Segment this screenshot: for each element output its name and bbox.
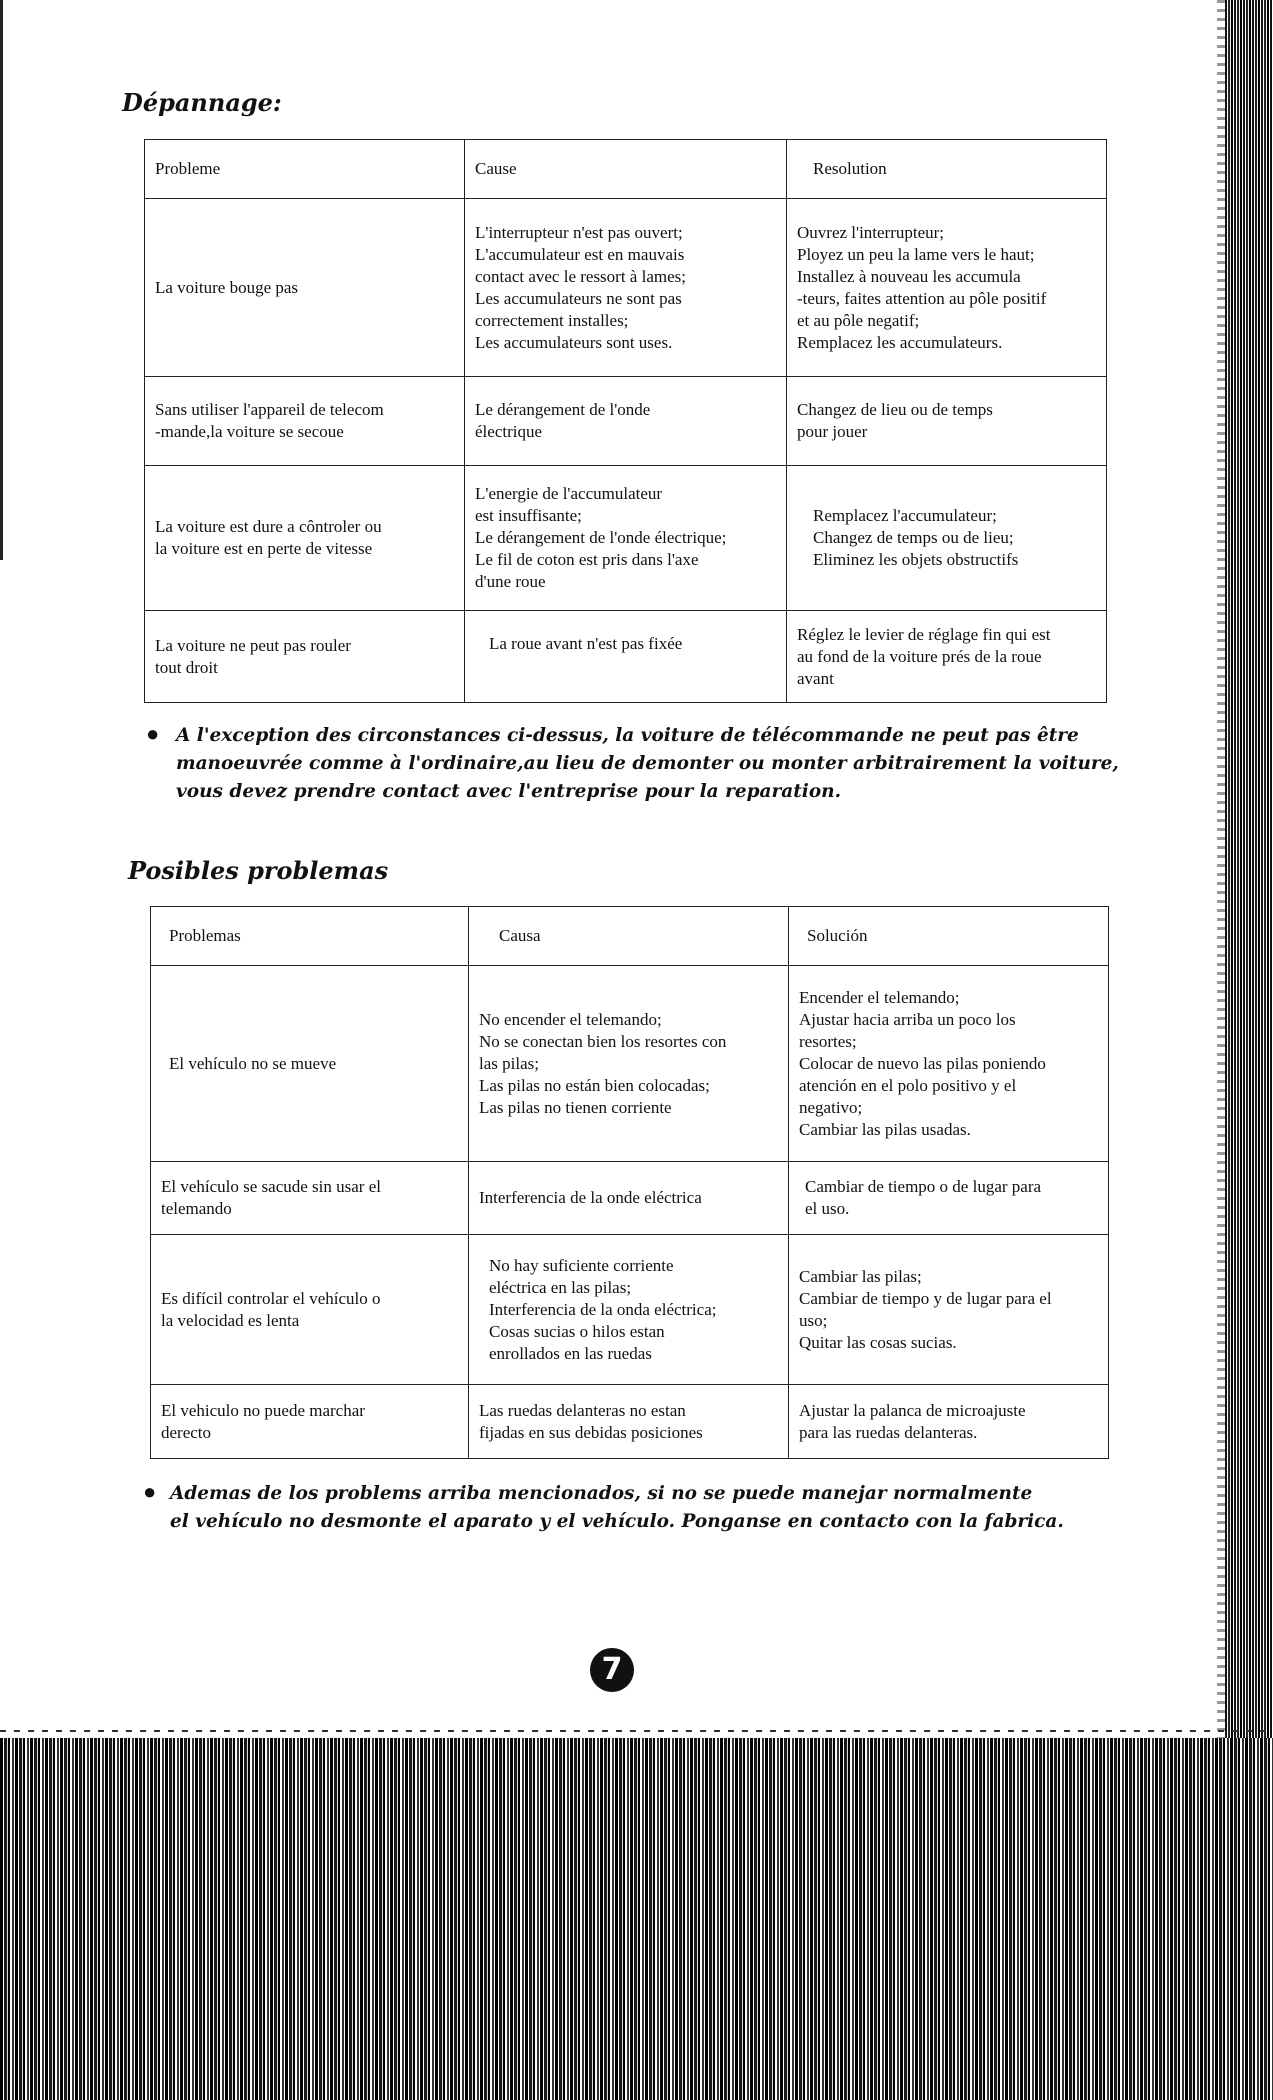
resolution-cell: Ouvrez l'interrupteur; Ployez un peu la lame vers le haut; Installez à nouveau les accumula -teurs, faites attention au pôle positif et au pôle negatif; Remplacez les accumulateurs. bbox=[797, 222, 1047, 352]
cause-cell: Interferencia de la onde eléctrica bbox=[479, 1188, 702, 1207]
cause-cell: Le dérangement de l'onde électrique bbox=[475, 400, 651, 441]
solution-cell: Encender el telemando; Ajustar hacia arriba un poco los resortes; Colocar de nuevo las pilas poniendo atención en el polo positivo y el negativo; Cambiar las pilas usadas. bbox=[799, 987, 1046, 1139]
cause-cell: La roue avant n'est pas fixée bbox=[489, 634, 683, 653]
table-row bbox=[145, 466, 1107, 611]
cause-cell: L'interrupteur n'est pas ouvert; L'accumulateur est en mauvais contact avec le ressort à lames; Les accumulateurs ne sont pas correctement installes; Les accumulateurs sont uses. bbox=[475, 222, 686, 352]
table-row bbox=[145, 377, 1107, 466]
solution-cell: Cambiar de tiempo o de lugar para el uso. bbox=[805, 1177, 1042, 1218]
resolution-cell: Réglez le levier de réglage fin qui est au fond de la voiture prés de la roue avant bbox=[797, 624, 1051, 688]
resolution-cell: Changez de lieu ou de temps pour jouer bbox=[797, 400, 993, 441]
resolution-cell: Remplacez l'accumulateur; Changez de temps ou de lieu; Eliminez les objets obstructifs bbox=[813, 506, 1019, 569]
table-header-row bbox=[151, 907, 1109, 966]
cause-cell: No encender el telemando; No se conectan bien los resortes con las pilas; Las pilas no están bien colocadas; Las pilas no tienen corriente bbox=[479, 1009, 727, 1117]
problem-cell: La voiture bouge pas bbox=[155, 277, 299, 297]
note-bullet: ● bbox=[146, 721, 160, 746]
table-row bbox=[151, 1235, 1109, 1385]
table-header-row bbox=[145, 140, 1107, 199]
header-solucion: Solución bbox=[789, 907, 1109, 966]
spanish-troubleshooting-table bbox=[150, 906, 1109, 1459]
scan-bottom-band bbox=[0, 1738, 1273, 2100]
cause-cell: L'energie de l'accumulateur est insuffisante; Le dérangement de l'onde électrique; Le fil de coton est pris dans l'axe d'une roue bbox=[475, 484, 727, 591]
french-heading: Dépannage: bbox=[122, 88, 282, 117]
table-row bbox=[151, 1162, 1109, 1235]
table-row bbox=[151, 1385, 1109, 1459]
problem-cell: Es difícil controlar el vehículo o la velocidad es lenta bbox=[161, 1288, 381, 1330]
header-problemas: Problemas bbox=[151, 907, 469, 966]
scan-left-edge bbox=[0, 0, 3, 560]
solution-cell: Ajustar la palanca de microajuste para las ruedas delanteras. bbox=[799, 1400, 1026, 1442]
table-row bbox=[145, 611, 1107, 703]
spanish-note: Ademas de los problems arriba mencionados, si no se puede manejar normalmente el vehículo no desmonte el aparato y el vehículo. Ponganse en contacto con la fabrica. bbox=[170, 1483, 1064, 1532]
table-row bbox=[151, 966, 1109, 1162]
cause-cell: No hay suficiente corriente eléctrica en las pilas; Interferencia de la onda eléctrica; Cosas sucias o hilos estan enrollados en las ruedas bbox=[489, 1255, 717, 1363]
table-row bbox=[145, 199, 1107, 377]
note-bullet: ● bbox=[143, 1479, 157, 1504]
page-number-badge: 7 bbox=[590, 1648, 634, 1692]
problem-cell: La voiture est dure a côntroler ou la voiture est en perte de vitesse bbox=[155, 517, 382, 558]
spanish-heading: Posibles problemas bbox=[128, 856, 389, 885]
solution-cell: Cambiar las pilas; Cambiar de tiempo y de lugar para el uso; Quitar las cosas sucias. bbox=[799, 1266, 1052, 1352]
french-note: A l'exception des circonstances ci-dessus, la voiture de télécommande ne peut pas être manoeuvrée comme à l'ordinaire,au lieu de demonter ou monter arbitrairement la voiture, vous devez prendre contact avec l'entreprise pour la reparation. bbox=[176, 725, 1119, 802]
problem-cell: El vehiculo no puede marchar derecto bbox=[161, 1400, 365, 1442]
header-causa: Causa bbox=[469, 907, 789, 966]
problem-cell: El vehículo no se mueve bbox=[169, 1053, 337, 1073]
cause-cell: Las ruedas delanteras no estan fijadas en sus debidas posiciones bbox=[479, 1400, 703, 1442]
french-troubleshooting-table bbox=[144, 139, 1107, 703]
problem-cell: Sans utiliser l'appareil de telecom -mande,la voiture se secoue bbox=[155, 400, 384, 441]
header-probleme: Probleme bbox=[145, 140, 465, 199]
scan-bottom-line bbox=[0, 1730, 1273, 1732]
header-resolution: Resolution bbox=[787, 140, 1107, 199]
problem-cell: El vehículo se sacude sin usar el telemando bbox=[161, 1177, 381, 1218]
header-cause: Cause bbox=[465, 140, 787, 199]
problem-cell: La voiture ne peut pas rouler tout droit bbox=[155, 635, 351, 677]
